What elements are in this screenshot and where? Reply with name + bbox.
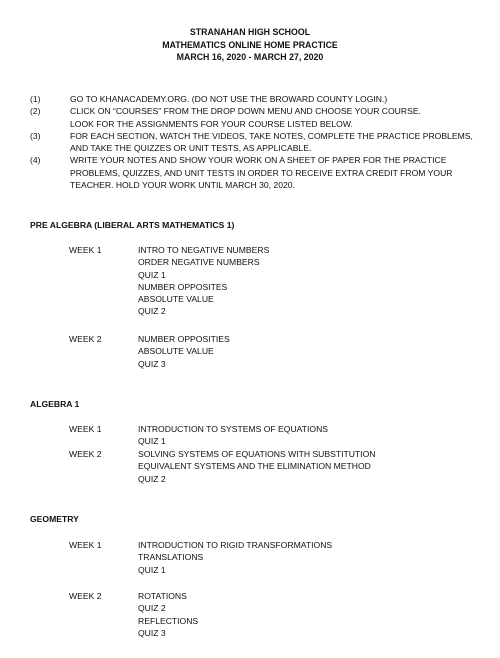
instruction-text: FOR EACH SECTION, WATCH THE VIDEOS, TAKE NOTES, COMPLETE THE PRACTICE PROBLEMS,	[70, 130, 473, 141]
topic-item: INTRO TO NEGATIVE NUMBERS	[138, 245, 270, 255]
instruction-text: GO TO KHANACADEMY.ORG. (DO NOT USE THE BROWARD COUNTY LOGIN.)	[70, 94, 388, 104]
topic-item: REFLECTIONS	[138, 615, 199, 626]
instruction-text: CLICK ON “COURSES” FROM THE DROP DOWN MENU AND CHOOSE YOUR COURSE.	[70, 106, 421, 117]
topic-item: EQUIVALENT SYSTEMS AND THE ELIMINATION METHOD	[138, 461, 371, 472]
instruction-number: (2)	[30, 106, 41, 117]
instruction-item	[30, 154, 480, 191]
topic-item: QUIZ 2	[138, 473, 166, 484]
week-label: WEEK 2	[69, 449, 102, 459]
school-name: STRANAHAN HIGH SCHOOL	[189, 27, 311, 37]
course-title-algebra1: ALGEBRA 1	[30, 399, 80, 409]
geometry-week-1	[69, 539, 489, 576]
prealgebra-week-2	[69, 333, 489, 370]
instruction-item	[30, 93, 480, 105]
algebra1-week-1	[69, 423, 489, 448]
topic-item: ROTATIONS	[138, 591, 187, 601]
topic-item: QUIZ 3	[138, 627, 166, 638]
course-title-prealgebra: PRE ALGEBRA (LIBERAL ARTS MATHEMATICS 1)	[30, 220, 235, 230]
week-label: WEEK 2	[69, 591, 102, 601]
topic-item: QUIZ 1	[138, 436, 166, 447]
document-title: MATHEMATICS ONLINE HOME PRACTICE	[162, 39, 338, 50]
instruction-text: AND TAKE THE QUIZZES OR UNIT TESTS, AS APPLICABLE.	[70, 143, 312, 154]
prealgebra-week-1	[69, 244, 489, 318]
topic-item: INTRODUCTION TO RIGID TRANSFORMATIONS	[138, 540, 333, 550]
topic-item: NUMBER OPPOSITES	[138, 281, 228, 292]
instruction-item	[30, 130, 480, 155]
instruction-number: (3)	[30, 130, 41, 141]
topic-item: INTRODUCTION TO SYSTEMS OF EQUATIONS	[138, 424, 329, 434]
week-label: WEEK 1	[69, 424, 102, 434]
document-header	[0, 26, 500, 64]
instruction-text: PROBLEMS, QUIZZES, AND UNIT TESTS IN ORDER TO RECEIVE EXTRA CREDIT FROM YOUR	[70, 167, 453, 178]
topic-item: QUIZ 1	[138, 564, 166, 575]
instruction-text: WRITE YOUR NOTES AND SHOW YOUR WORK ON A SHEET OF PAPER FOR THE PRACTICE	[70, 155, 447, 166]
topic-item: ABSOLUTE VALUE	[138, 294, 214, 305]
course-title-geometry: GEOMETRY	[30, 514, 79, 524]
instruction-item	[30, 105, 480, 130]
instruction-number: (1)	[30, 94, 41, 104]
topic-item: QUIZ 2	[138, 306, 166, 317]
topic-item: QUIZ 1	[138, 269, 166, 280]
week-label: WEEK 1	[69, 245, 102, 255]
geometry-week-2	[69, 590, 489, 639]
date-range: MARCH 16, 2020 - MARCH 27, 2020	[176, 52, 324, 62]
topic-item: QUIZ 3	[138, 358, 166, 369]
algebra1-week-2	[69, 448, 489, 485]
instructions-list	[30, 93, 480, 191]
topic-item: ORDER NEGATIVE NUMBERS	[138, 257, 260, 268]
instruction-number: (4)	[30, 155, 41, 166]
topic-item: ABSOLUTE VALUE	[138, 346, 214, 357]
topic-item: TRANSLATIONS	[138, 552, 204, 563]
instruction-text: TEACHER. HOLD YOUR WORK UNTIL MARCH 30, 2020.	[70, 180, 295, 191]
topic-item: SOLVING SYSTEMS OF EQUATIONS WITH SUBSTITUTION	[138, 449, 376, 459]
topic-item: NUMBER OPPOSITIES	[138, 334, 230, 344]
instruction-text: LOOK FOR THE ASSIGNMENTS FOR YOUR COURSE LISTED BELOW.	[70, 118, 353, 129]
week-label: WEEK 2	[69, 334, 102, 344]
week-label: WEEK 1	[69, 540, 102, 550]
topic-item: QUIZ 2	[138, 603, 166, 614]
